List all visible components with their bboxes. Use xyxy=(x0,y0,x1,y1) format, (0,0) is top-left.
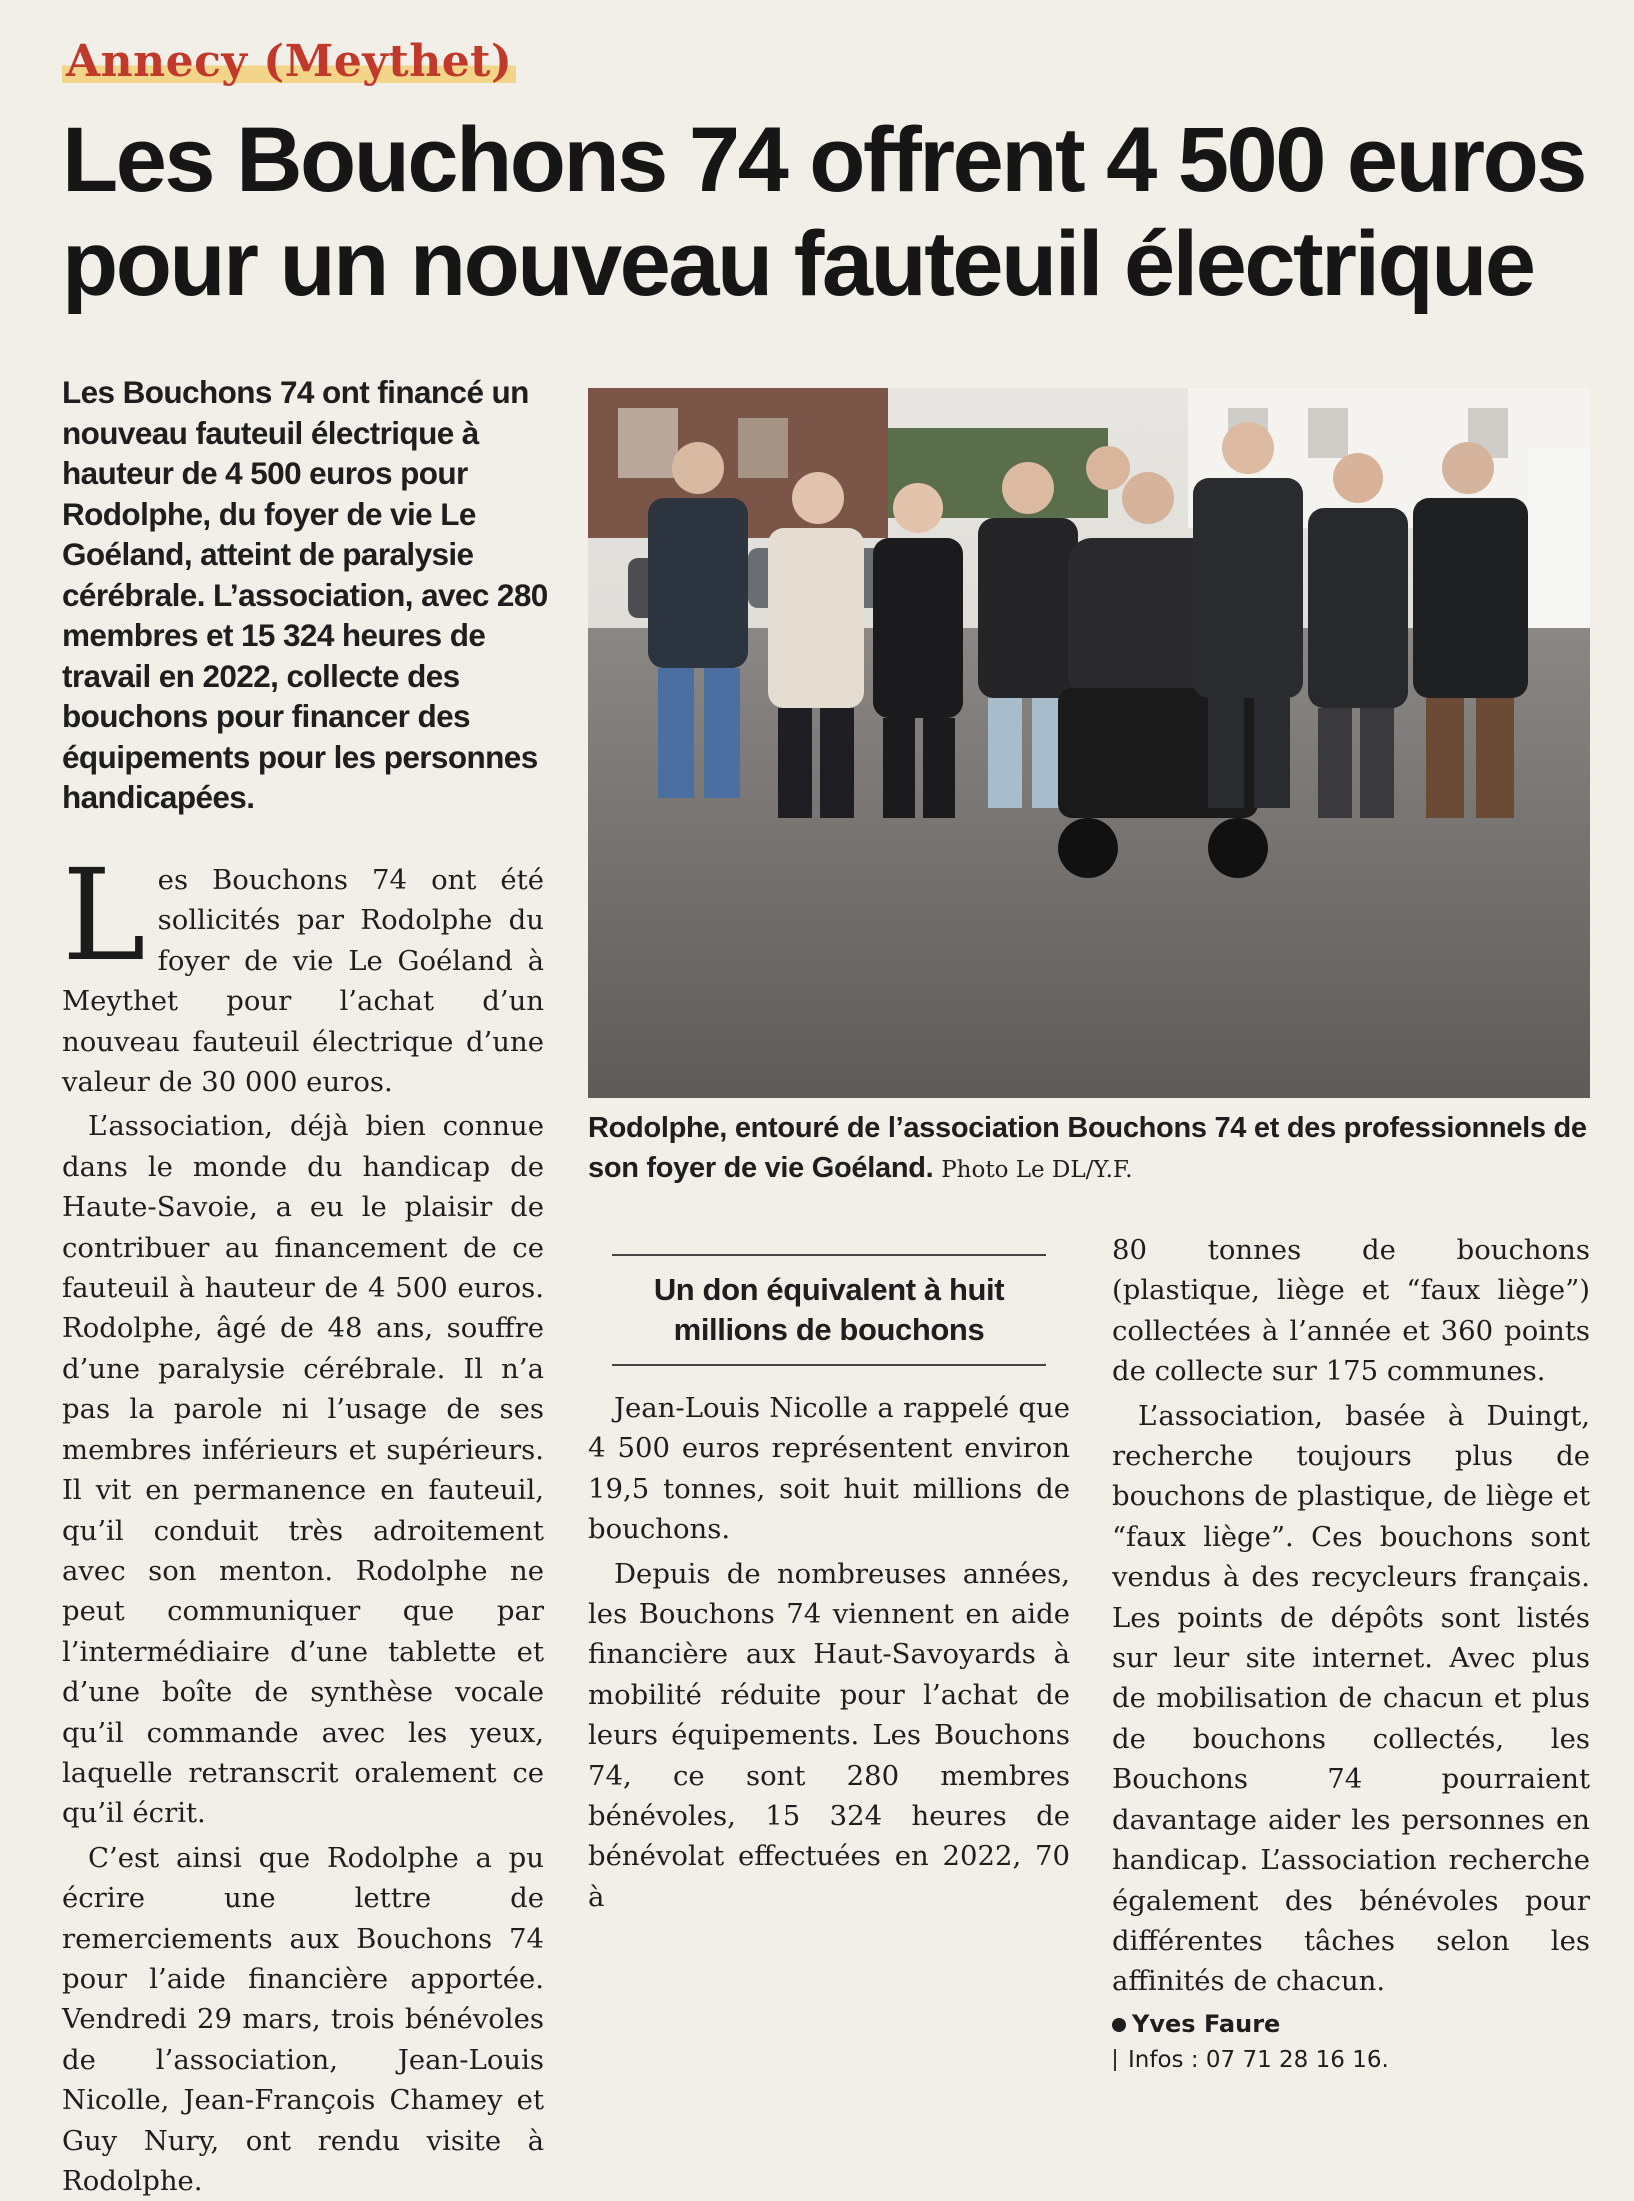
photo-credit: Photo Le DL/Y.F. xyxy=(941,1157,1133,1183)
article-paragraph-5-continued: 80 tonnes de bouchons (plastique, liège et “faux liège”) collectées à l’année et 360 points de collecte sur 175 communes. xyxy=(1112,1234,1590,1388)
article-column-1 xyxy=(62,842,544,2201)
article-paragraph-6: L’association, basée à Duingt, recherche toujours plus de bouchons de plastique, de liège et “faux liège”. Ces bouchons sont vendus à des recycleurs français. Les points de dépôts sont listés sur leur site internet. Avec plus de mobilisation de chacun et plus de bouchons collectés, les Bouchons 74 pourraient davantage aider les personnes en handicap. L’association recherche également des bénévoles pour différentes tâches selon les affinités de chacun. xyxy=(1112,1399,1590,1998)
article-paragraph-2: L’association, déjà bien connue dans le monde du handicap de Haute-Savoie, a eu le plaisir de contribuer au financement de ce fauteuil à hauteur de 4 500 euros. Rodolphe, âgé de 48 ans, souffre d’une paralysie cérébrale. Il n’a pas la parole ni l’usage de ses membres inférieurs et supérieurs. Il vit en permanence en fauteuil, qu’il conduit très adroitement avec son menton. Rodolphe ne peut communiquer que par l’intermédiaire d’une tablette et d’une boîte de synthèse vocale qu’il commande avec les yeux, laquelle retranscrit oralement ce qu’il écrit. xyxy=(62,1110,544,1830)
caption-text: Rodolphe, entouré de l’association Bouchons 74 et des professionnels de son foyer de vie Goéland. xyxy=(588,1112,1587,1184)
contact-info-text: Infos : 07 71 28 16 16. xyxy=(1128,2046,1389,2073)
headline-line-2: pour un nouveau fauteuil électrique xyxy=(62,213,1534,315)
section-kicker: Annecy (Meythet) xyxy=(62,36,516,87)
article-paragraph-1: Les Bouchons 74 ont été sollicités par Rodolphe du foyer de vie Le Goéland à Meythet pour l’achat d’un nouveau fauteuil électrique d’une valeur de 30 000 euros. xyxy=(62,842,544,1099)
article-photo xyxy=(588,388,1590,1098)
headline-line-1: Les Bouchons 74 offrent 4 500 euros xyxy=(62,109,1585,211)
bullet-icon xyxy=(1112,2018,1126,2032)
article-paragraph-3: C’est ainsi que Rodolphe a pu écrire une lettre de remerciements aux Bouchons 74 pour l’aide financière apportée. Vendredi 29 mars, trois bénévoles de l’association, Jean-Louis Nicolle, Jean-François Chamey et Guy Nury, ont rendu visite à Rodolphe. xyxy=(62,1841,544,2197)
author-byline xyxy=(1112,2006,1590,2042)
article-column-3 xyxy=(1112,1230,1590,2078)
headline xyxy=(62,108,1602,316)
subhead: Un don équivalent à huit millions de bouchons xyxy=(612,1254,1046,1366)
group-photo-illustration xyxy=(588,388,1590,1098)
article-column-2 xyxy=(588,1230,1070,1917)
photo-caption xyxy=(588,1108,1598,1190)
article-paragraph-5: Depuis de nombreuses années, les Bouchons 74 viennent en aide financière aux Haut-Savoyards à mobilité réduite pour l’achat de leurs équipements. Les Bouchons 74, ce sont 280 membres bénévoles, 15 324 heures de bénévolat effectuées en 2022, 70 à xyxy=(588,1557,1070,1913)
article-paragraph-4: Jean-Louis Nicolle a rappelé que 4 500 euros représentent environ 19,5 tonnes, soit huit millions de bouchons. xyxy=(588,1392,1070,1546)
drop-cap: L xyxy=(62,842,146,989)
standfirst: Les Bouchons 74 ont financé un nouveau fauteuil électrique à hauteur de 4 500 euros pour Rodolphe, du foyer de vie Le Goéland, atteint de paralysie cérébrale. L’association, avec 280 membres et 15 324 heures de travail en 2022, collecte des bouchons pour financer des équipements pour les personnes handicapées. xyxy=(62,374,548,815)
contact-info xyxy=(1112,2042,1590,2078)
divider-bar xyxy=(1114,2049,1116,2071)
author-name: Yves Faure xyxy=(1132,2009,1281,2038)
